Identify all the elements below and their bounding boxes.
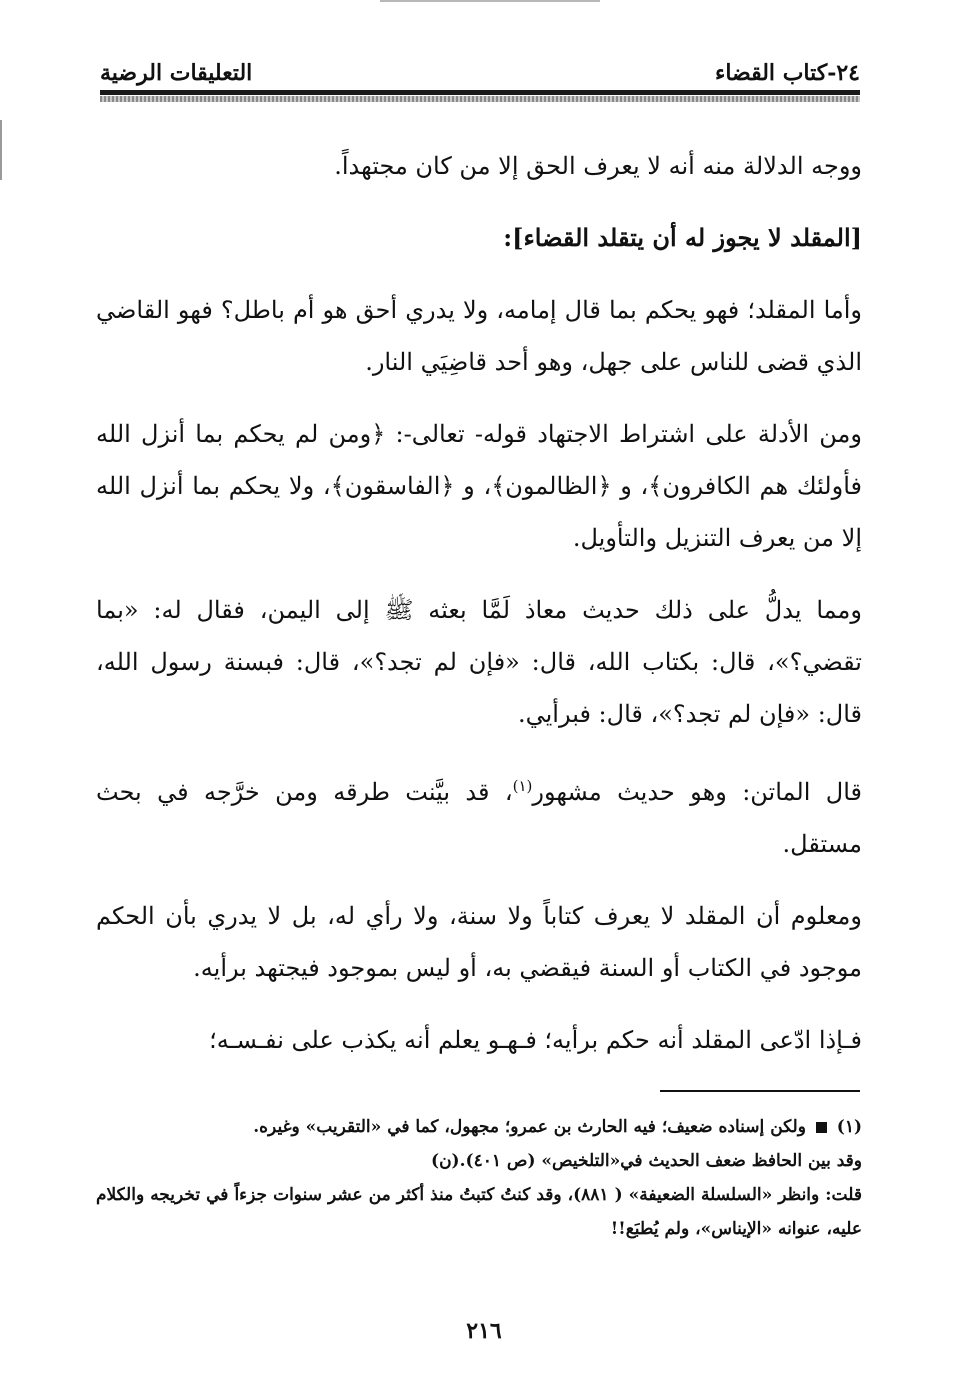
paragraph-5 bbox=[96, 760, 862, 870]
paragraph-5-end: ، قد بيَّنت طرقه ومن خرَّجه في بحث مستقل. bbox=[96, 778, 862, 858]
paragraph-1: ووجه الدلالة منه أنه لا يعرف الحق إلا من كان مجتهداً. bbox=[334, 152, 862, 180]
section-heading: [المقلد لا يجوز له أن يتقلد القضاء]: bbox=[503, 223, 862, 252]
paragraph-3: ومن الأدلة على اشتراط الاجتهاد قوله- تعالى-: ﴿ومن لم يحكم بما أنزل الله فأولئك هم الكافرون﴾، و ﴿الظالمون﴾، و ﴿الفاسقون﴾، ولا يحكم بما أنزل الله إلا من يعرف التنزيل والتأويل. bbox=[96, 420, 862, 552]
paragraph-7: فـإذا ادّعى المقلد أنه حكم برأيه؛ فـهـو يعلم أنه يكذب على نفـسـه؛ bbox=[209, 1026, 862, 1054]
square-icon bbox=[816, 1122, 827, 1133]
paragraph-4: ومما يدلُّ على ذلك حديث معاذ لَمَّا بعثه ﷺ إلى اليمن، فقال له: «بما تقضي؟»، قال: بكتاب الله، قال: «فإن لم تجد؟»، قال: فبسنة رسول الله، قال: «فإن لم تجد؟»، قال: فبرأيي. bbox=[96, 596, 862, 728]
scan-margin-mark bbox=[0, 120, 2, 180]
scan-edge-line bbox=[380, 0, 600, 2]
footnote-1-line-3: قلت: وانظر «السلسلة الضعيفة» ( ٨٨١)، وقد كنتُ كتبتُ منذ أكثر من عشر سنوات جزءاً في تخريجه والكلام عليه، عنوانه «الإيناس»، ولم يُطبَع!! bbox=[96, 1185, 862, 1239]
footnote-number: (١) bbox=[836, 1117, 862, 1137]
footnote-reference: (١) bbox=[512, 777, 533, 795]
paragraph-2: وأما المقلد؛ فهو يحكم بما قال إمامه، ولا يدري أحق هو أم باطل؟ فهو القاضي الذي قضى للناس على جهل، وهو أحد قاضِيَي النار. bbox=[96, 296, 862, 376]
body-text bbox=[96, 140, 862, 1086]
footnote-separator bbox=[660, 1090, 860, 1092]
footnote-1 bbox=[96, 1110, 862, 1144]
running-header bbox=[100, 50, 860, 86]
header-rule bbox=[100, 90, 860, 95]
footnote-1-line-2: وقد بين الحافظ ضعف الحديث في«التلخيص» (ص ٤٠١).(ن) bbox=[431, 1151, 862, 1171]
page-number: ٢١٦ bbox=[466, 1318, 502, 1344]
paragraph-5-start: قال الماتن: وهو حديث مشهور bbox=[532, 778, 862, 806]
paragraph-6: ومعلوم أن المقلد لا يعرف كتاباً ولا سنة، ولا رأي له، بل لا يدري بأن الحكم موجود في الكتاب أو السنة فيقضي به، أو ليس بموجود فيجتهد برأيه. bbox=[96, 902, 862, 982]
book-title: التعليقات الرضية bbox=[100, 60, 253, 86]
chapter-title: ٢٤-كتاب القضاء bbox=[714, 60, 860, 86]
footnote-1-text: ولكن إسناده ضعيف؛ فيه الحارث بن عمرو؛ مجهول، كما في «التقريب» وغيره. bbox=[253, 1117, 806, 1137]
header-rule-texture bbox=[100, 96, 860, 102]
footnotes bbox=[96, 1110, 862, 1246]
